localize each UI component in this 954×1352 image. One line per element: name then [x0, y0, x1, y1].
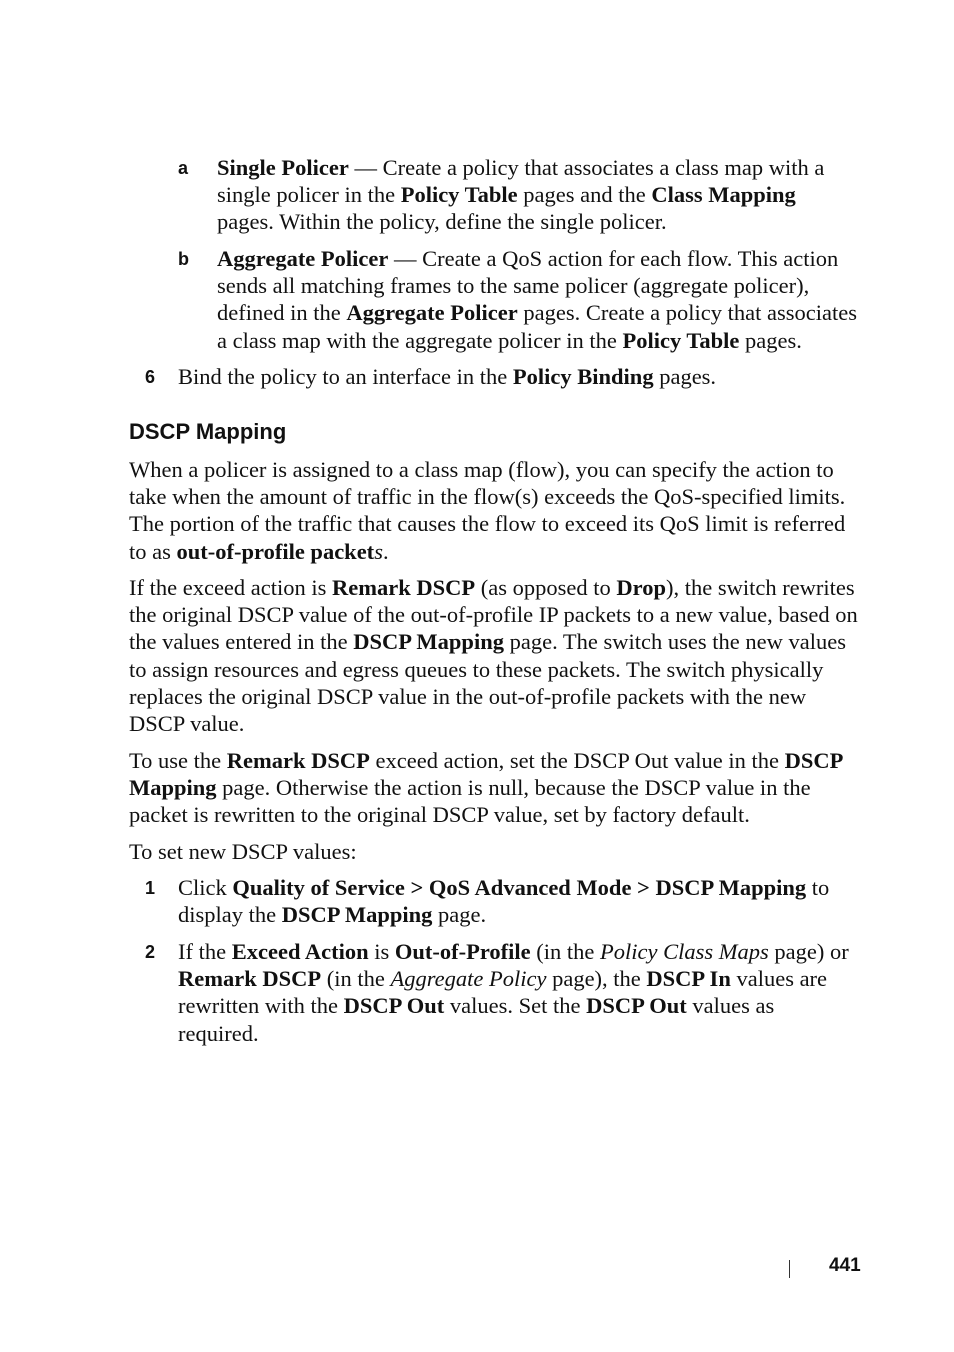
- bold-term: DSCP Mapping: [353, 629, 504, 655]
- step-marker: 1: [145, 878, 156, 898]
- bold-term: Out-of-Profile: [394, 939, 531, 964]
- substep-b: [178, 245, 858, 354]
- bold-term: DSCP Out: [343, 993, 445, 1019]
- step-1: [145, 874, 858, 928]
- substep-a: [178, 154, 858, 236]
- bold-term: Exceed Action: [231, 939, 369, 964]
- section-heading: DSCP Mapping: [129, 419, 287, 444]
- step-text: If the Exceed Action is Out-of-Profile (in the Policy Class Maps page) or Remark DSCP (in the Aggregate Policy page), the DSCP In values are rewritten with the DSCP Out values. Set the DSCP Out values as required.: [178, 939, 849, 1046]
- bold-term: Policy Table: [622, 327, 740, 353]
- substep-marker: a: [178, 158, 189, 178]
- substep-marker: b: [178, 249, 189, 269]
- bold-term: Remark DSCP: [178, 966, 322, 992]
- step-text: Bind the policy to an interface in the Policy Binding pages.: [178, 364, 717, 389]
- body-paragraph: When a policer is assigned to a class map (flow), you can specify the action to take when the amount of traffic in the flow(s) exceeds the QoS-specified limits. The portion of the traffic that causes the flow to exceed its QoS limit is referred to as out-of-profile packets.: [129, 457, 846, 564]
- bold-term: Policy Table: [400, 182, 518, 208]
- substep-text: Single Policer — Create a policy that associates a class map with a single policer in the Policy Table pages and the Class Mapping pages. Within the policy, define the single policer.: [217, 155, 825, 235]
- italic-term: Aggregate Policy: [390, 966, 547, 992]
- substep-text: Aggregate Policer — Create a QoS action for each flow. This action sends all matching frames to the same policer (aggregate policer), defined in the Aggregate Policer pages. Create a policy that associates a class map with the aggregate policer in the Policy Table pages.: [217, 246, 857, 353]
- bold-term: Drop: [616, 575, 666, 600]
- footer-divider: [789, 1260, 790, 1278]
- step-marker: 2: [145, 942, 156, 962]
- bold-term: Policy Binding: [512, 364, 654, 389]
- body-paragraph: To use the Remark DSCP exceed action, set the DSCP Out value in the DSCP Mapping page. Otherwise the action is null, because the DSCP value in the packet is rewritten to the original DSCP value, set by factory default.: [129, 748, 843, 828]
- bold-term: DSCP In: [646, 966, 731, 992]
- bold-term: Aggregate Policer: [217, 246, 389, 271]
- step-text: Click Quality of Service > QoS Advanced Mode > DSCP Mapping to display the DSCP Mapping page.: [178, 875, 830, 928]
- bold-term: DSCP Mapping: [281, 902, 433, 928]
- body-paragraph: If the exceed action is Remark DSCP (as opposed to Drop), the switch rewrites the original DSCP value of the out-of-profile IP packets to a new value, based on the values entered in the DSCP Mapping page. The switch uses the new values to assign resources and egress queues to these packets. The switch physically replaces the original DSCP value in the out-of-profile packets with the new DSCP value.: [129, 575, 858, 737]
- step-marker: 6: [145, 367, 156, 387]
- bold-term: out-of-profile packet: [176, 538, 375, 564]
- bold-term: Remark DSCP: [226, 748, 370, 773]
- bold-term: Single Policer: [217, 155, 349, 180]
- bold-term: DSCP Mapping: [129, 748, 843, 801]
- bold-term: Aggregate Policer: [346, 300, 518, 326]
- body-paragraph: To set new DSCP values:: [129, 839, 357, 864]
- italic-term: s: [374, 538, 383, 564]
- step-6: [145, 363, 858, 390]
- bold-term: Remark DSCP: [332, 575, 476, 600]
- italic-term: Policy Class Maps: [600, 939, 769, 964]
- bold-term: Quality of Service > QoS Advanced Mode > DSCP Mapping: [232, 875, 807, 900]
- page-number: 441: [829, 1255, 861, 1276]
- step-2: [145, 938, 858, 1047]
- bold-term: DSCP Out: [586, 993, 687, 1019]
- bold-term: Class Mapping: [651, 182, 796, 208]
